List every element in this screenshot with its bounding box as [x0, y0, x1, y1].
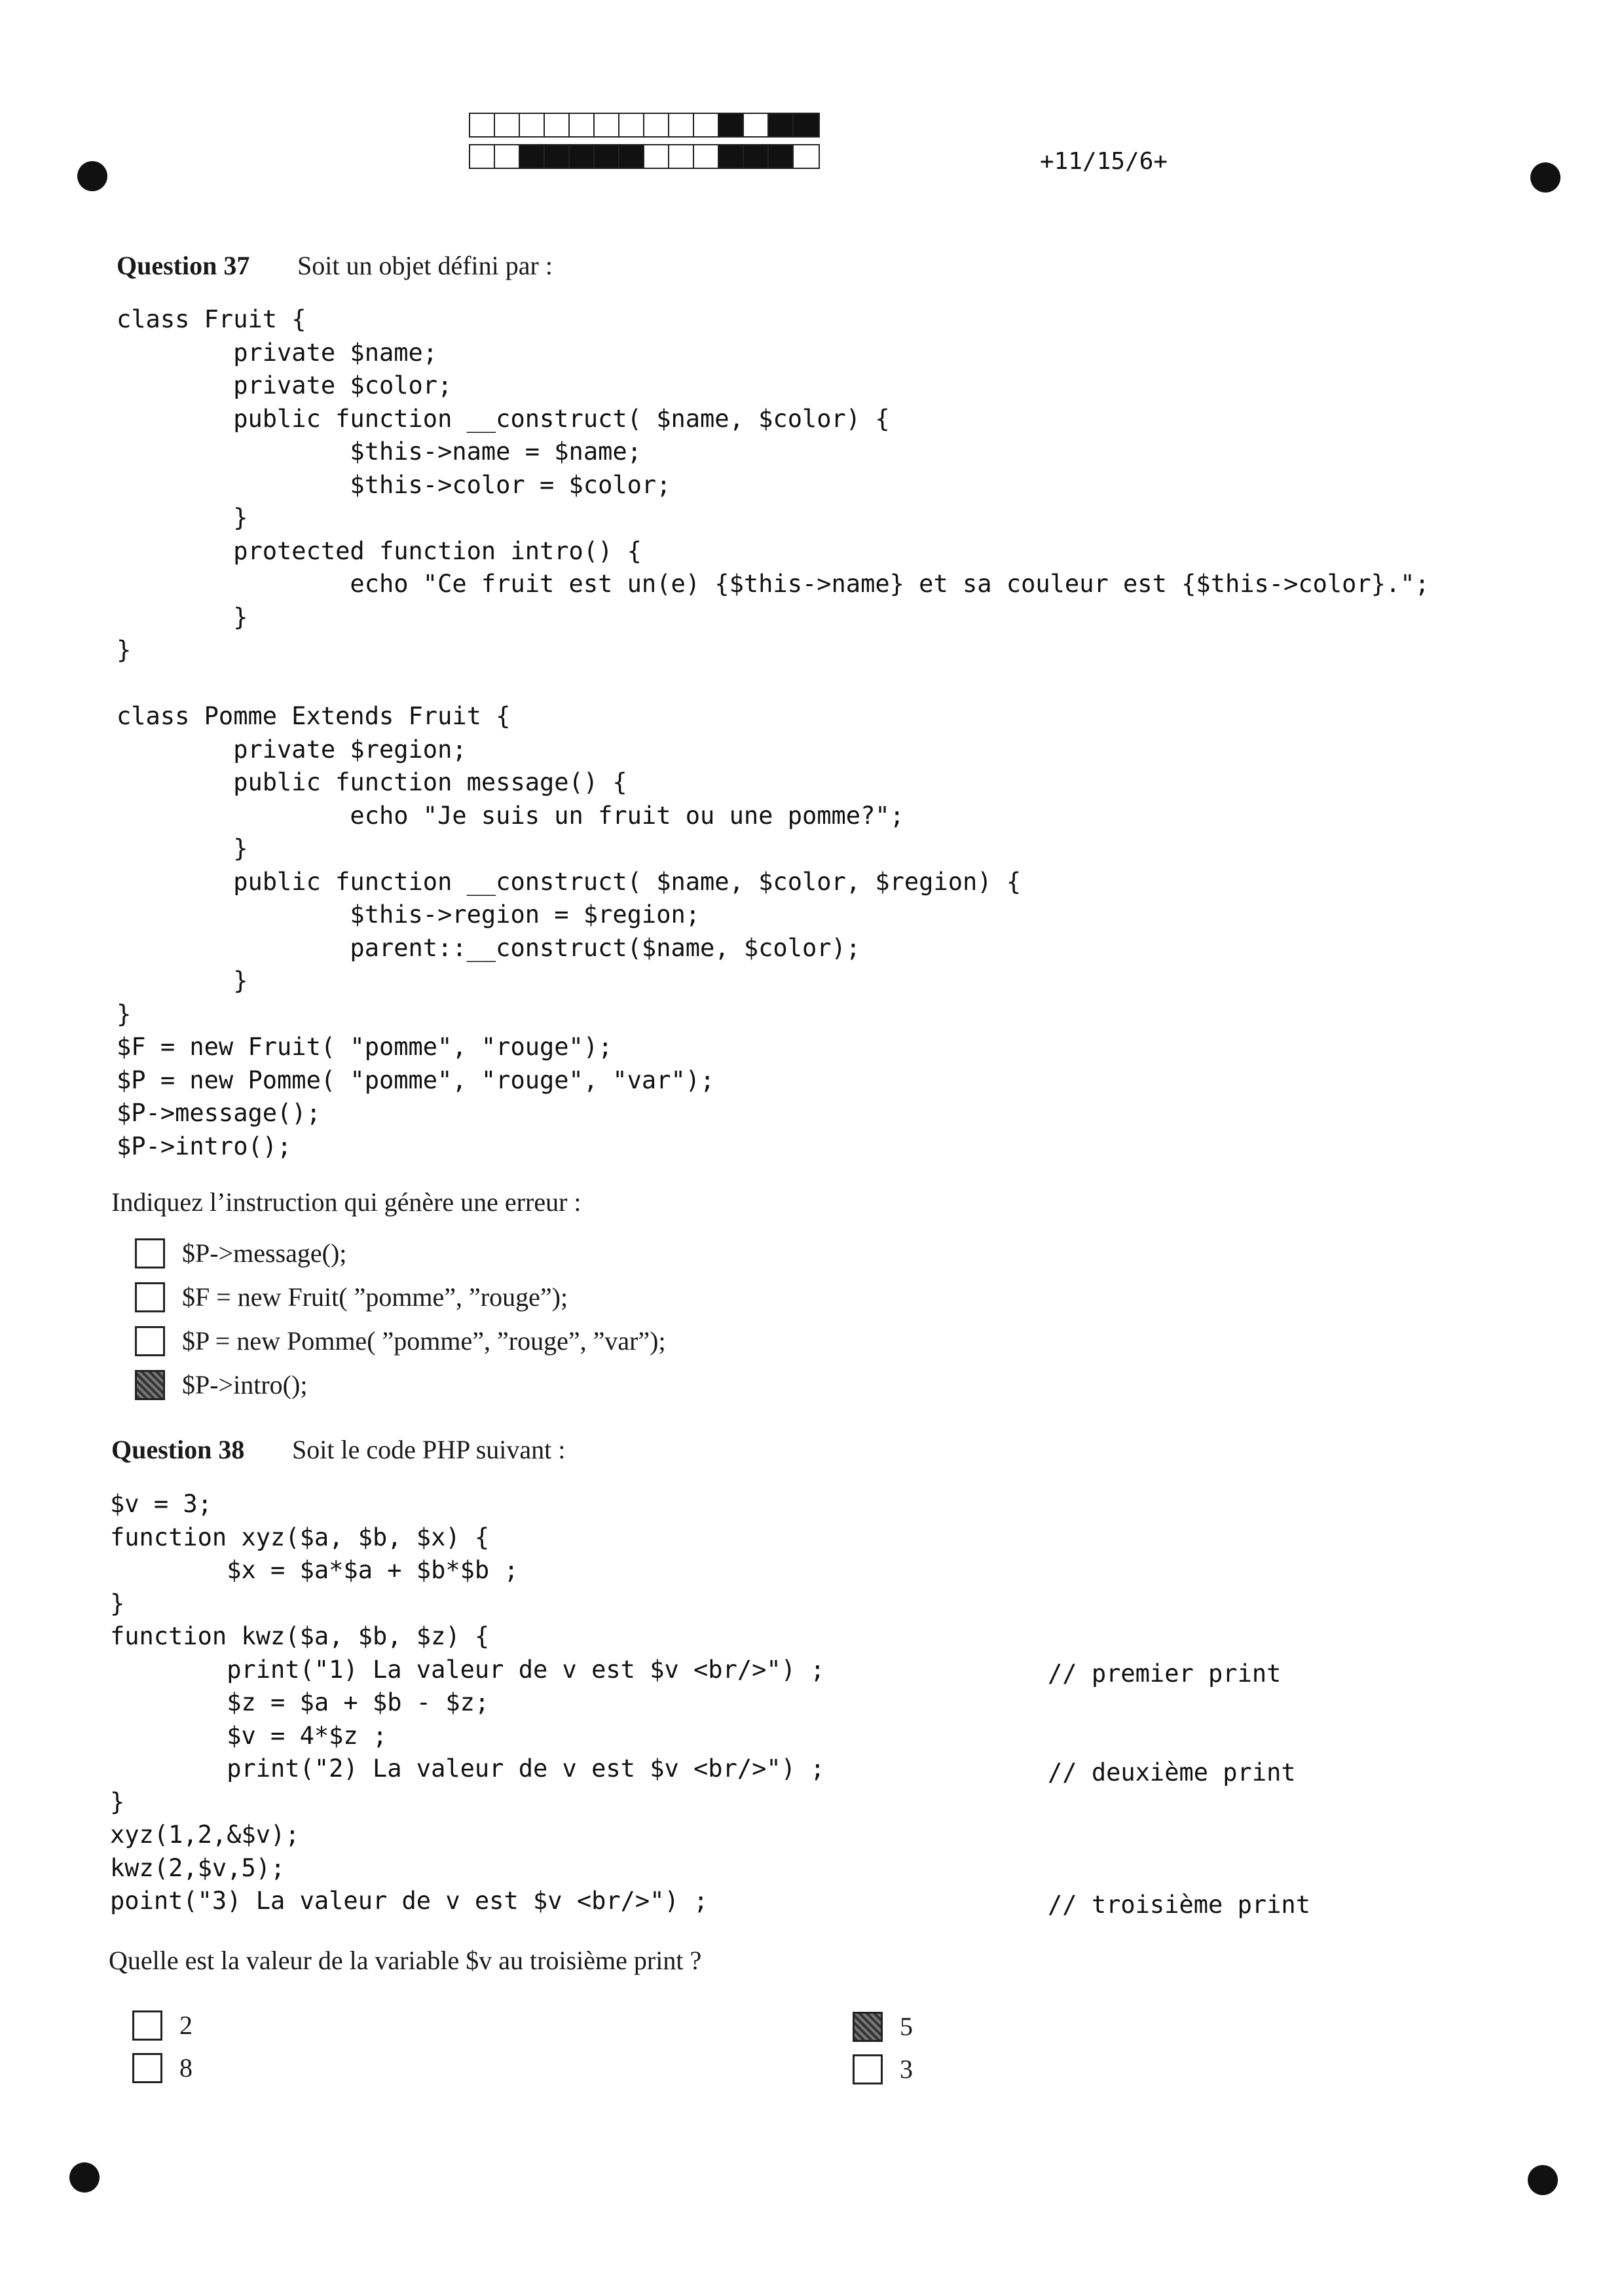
q38-choice-5-label: 5 — [900, 2012, 913, 2041]
barcode-bottom-cell — [669, 145, 694, 168]
registration-mark-top-left — [77, 161, 107, 191]
barcode-bottom-cell — [470, 145, 495, 168]
q37-choice-3-checkbox[interactable] — [135, 1326, 165, 1356]
question-37-number: Question 37 — [117, 251, 250, 280]
q38-choice-2-checkbox[interactable] — [132, 2010, 162, 2041]
barcode-bottom-cell — [495, 145, 520, 168]
q37-choice-1-checkbox[interactable] — [135, 1238, 165, 1268]
q38-choice-8-checkbox[interactable] — [132, 2053, 162, 2083]
barcode-top-cell — [769, 114, 794, 136]
barcode-top-cell — [794, 114, 819, 136]
barcode-top-cell — [719, 114, 744, 136]
q37-choice-4-label: $P->intro(); — [182, 1370, 308, 1399]
barcode-top-cell — [470, 114, 495, 136]
barcode-bottom-cell — [694, 145, 719, 168]
question-38-number: Question 38 — [111, 1435, 245, 1464]
barcode-top-cell — [644, 114, 669, 136]
q38-choice-5-checkbox[interactable] — [853, 2012, 883, 2042]
barcode-bottom-cell — [570, 145, 595, 168]
q38-choice-3-label: 3 — [900, 2054, 913, 2084]
q37-choice-1-label: $P->message(); — [182, 1238, 347, 1268]
comment-deuxieme-print: // deuxième print — [1048, 1758, 1296, 1787]
q37-choice-4[interactable] — [135, 1369, 307, 1400]
registration-mark-top-right — [1530, 162, 1560, 193]
registration-mark-bottom-right — [1528, 2165, 1558, 2195]
q37-choice-4-checkbox[interactable] — [135, 1370, 165, 1400]
barcode-bottom-cell — [644, 145, 669, 168]
barcode-top-cell — [545, 114, 570, 136]
registration-mark-bottom-left — [69, 2162, 100, 2193]
question-38-code: $v = 3; function xyz($a, $b, $x) { $x = $a*$a + $b*$b ; } function kwz($a, $b, $z) { print("1) La valeur de v est $v <br/>") ; $z = $a + $b - $z; $v = 4*$z ; print("2) La valeur de v est $v <br/>") ; } xyz(1,2,&$v); kwz(2,$v,5); point("3) La valeur de v est $v <br/>") ; — [110, 1490, 825, 1915]
q38-choice-8-label: 8 — [179, 2053, 193, 2083]
barcode-top-cell — [570, 114, 595, 136]
barcode-bottom-cell — [595, 145, 619, 168]
q38-choice-3-checkbox[interactable] — [853, 2054, 883, 2084]
q37-choice-3[interactable] — [135, 1325, 666, 1356]
barcode-top-cell — [520, 114, 545, 136]
q38-choice-2-label: 2 — [179, 2010, 193, 2040]
q38-choice-3[interactable] — [853, 2054, 913, 2084]
question-38-title: Soit le code PHP suivant : — [292, 1435, 566, 1464]
comment-troisieme-print: // troisième print — [1048, 1891, 1310, 1919]
barcode-bottom-cell — [545, 145, 570, 168]
barcode-top-cell — [495, 114, 520, 136]
barcode-top-row — [469, 113, 820, 138]
barcode-bottom-cell — [719, 145, 744, 168]
page-code: +11/15/6+ — [1040, 148, 1168, 175]
question-37-prompt: Indiquez l’instruction qui génère une erreur : — [111, 1187, 581, 1217]
barcode-bottom-cell — [769, 145, 794, 168]
comment-premier-print: // premier print — [1048, 1659, 1282, 1688]
barcode-top-cell — [669, 114, 694, 136]
q37-choice-3-label: $P = new Pomme( ”pomme”, ”rouge”, ”var”); — [182, 1326, 666, 1356]
q38-choice-5[interactable] — [853, 2011, 913, 2042]
barcode-top-cell — [744, 114, 769, 136]
barcode-bottom-cell — [744, 145, 769, 168]
barcode-bottom-cell — [520, 145, 545, 168]
question-37-header — [117, 250, 553, 281]
question-38-prompt: Quelle est la valeur de la variable $v au troisième print ? — [109, 1946, 702, 1975]
question-37-code: class Fruit { private $name; private $color; public function __construct( $name, $color) { $this->name = $name; $this->color = $color; } protected function intro() { echo "Ce fruit est un(e) {$this->name} et sa couleur est {$this->color}."; } } class Pomme Extends Fruit { private $region; public function message() { echo "Je suis un fruit ou une pomme?"; } public function __construct( $name, $color, $region) { $this->region = $region; parent::__construct($name, $color); } } $F = new Fruit( "pomme", "rouge"); $P = new Pomme( "pomme", "rouge", "var"); $P->message(); $P->intro(); — [117, 305, 1430, 1160]
question-38-header — [111, 1434, 565, 1465]
q37-choice-2-label: $F = new Fruit( ”pomme”, ”rouge”); — [182, 1282, 568, 1312]
q37-choice-2[interactable] — [135, 1282, 568, 1312]
q38-choice-8[interactable] — [132, 2052, 193, 2083]
barcode-bottom-cell — [794, 145, 819, 168]
q37-choice-1[interactable] — [135, 1238, 346, 1268]
barcode-top-cell — [694, 114, 719, 136]
barcode-bottom-row — [469, 144, 820, 169]
barcode-top-cell — [595, 114, 619, 136]
q37-choice-2-checkbox[interactable] — [135, 1282, 165, 1312]
barcode-bottom-cell — [619, 145, 644, 168]
q38-choice-2[interactable] — [132, 2010, 193, 2041]
question-37-title: Soit un objet défini par : — [297, 251, 553, 280]
barcode-top-cell — [619, 114, 644, 136]
